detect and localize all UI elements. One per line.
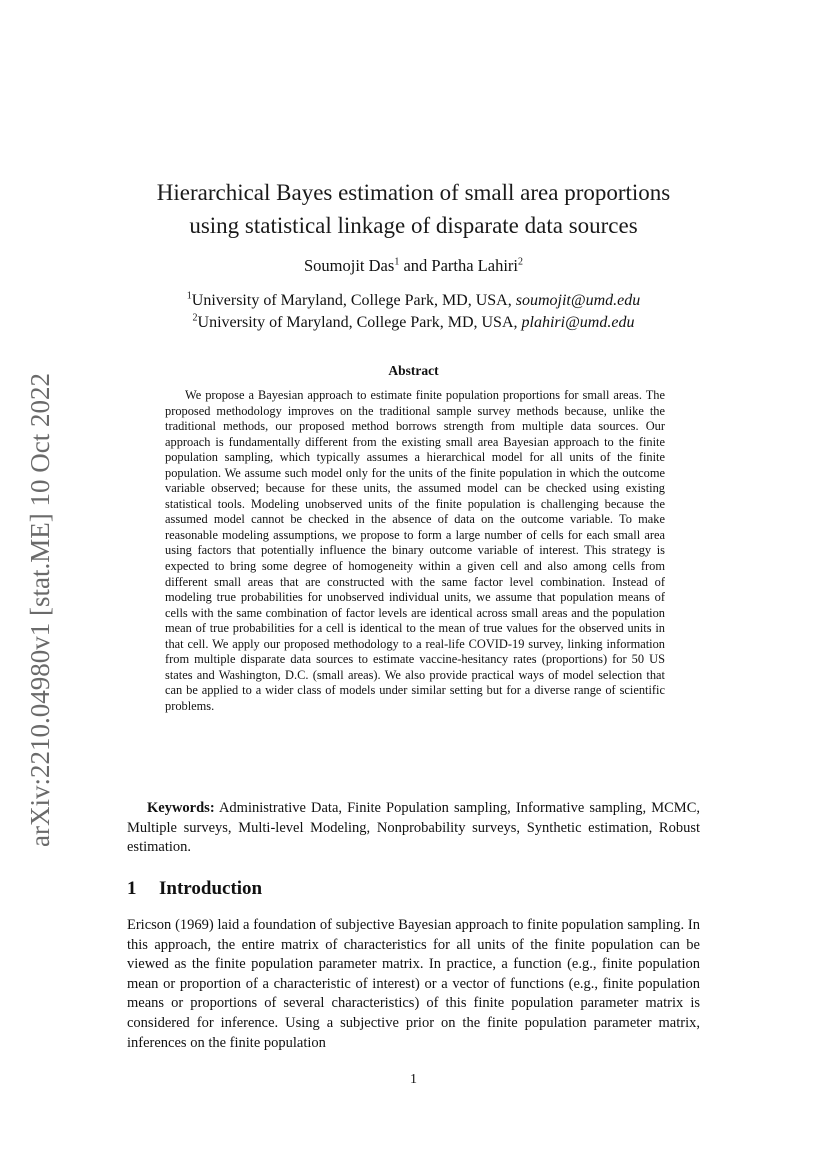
affiliation-mark: 1 [186, 290, 192, 302]
affiliation-mark: 1 [394, 256, 400, 268]
section-title: Introduction [159, 878, 263, 899]
author-list [100, 255, 727, 277]
page-number: 1 [410, 1072, 417, 1087]
affiliations [100, 290, 727, 334]
section-number: 1 [127, 878, 137, 899]
arxiv-identifier-stamp[interactable]: arXiv:2210.04980v1 [stat.ME] 10 Oct 2022 [25, 373, 55, 847]
affiliation-mark: 2 [192, 312, 198, 324]
introduction-paragraph: Ericson (1969) laid a foundation of subjective Bayesian approach to finite population sampling. In this approach, the entire matrix of characteristics for all units of the finite population can be viewed as the finite population parameter matrix. In practice, a function (e.g., finite population mean or proportion of a characteristic of interest) or a vector of functions (e.g., finite population means or proportions of several characteristics) of this finite population parameter matrix is considered for inference. Using a subjective prior on the finite population parameter matrix, inferences on the finite population [127, 917, 700, 1051]
keywords-list: Administrative Data, Finite Population sampling, Informative sampling, MCMC, Multiple surveys, Multi-level Modeling, Nonprobability surveys, Synthetic estimation, Robust estimation. [127, 800, 700, 855]
affiliation-line [100, 290, 727, 312]
affiliation-line [100, 312, 727, 334]
abstract-heading: Abstract [388, 363, 439, 378]
author-name: Partha Lahiri [431, 256, 518, 275]
paper-title [100, 176, 727, 242]
keywords-label: Keywords: [147, 800, 215, 816]
author-email[interactable]: plahiri@umd.edu [521, 314, 635, 331]
section-heading [127, 878, 262, 900]
abstract-text: We propose a Bayesian approach to estimate finite population proportions for small areas. The proposed methodology improves on the traditional sample survey methods because, unlike the traditional methods, our proposed method borrows strength from multiple data sources. Our approach is fundamentally different from the existing small area Bayesian approach to the finite population sampling, which typically assumes a hierarchical model for all units of the finite population. We assume such model only for the units of the finite population in which the outcome variable observed; because for these units, the assumed model can be checked using existing statistical tools. Modeling unobserved units of the finite population is challenging because the assumed model cannot be checked in the absence of data on the outcome variable. To make reasonable modeling assumptions, we propose to form a large number of cells for each small area using factors that potentially influence the binary outcome variable of interest. This strategy is expected to bring some degree of homogeneity within a given cell and also among cells from different small areas that are constructed with the same factor level combination. Instead of modeling true probabilities for unobserved individual units, we assume that population means of cells with the same combination of factor levels are identical across small areas and the population mean of true probabilities for a cell is identical to the mean of true values for the observed units in that cell. We apply our proposed methodology to a real-life COVID-19 survey, linking information from multiple disparate data sources to estimate vaccine-hesitancy rates (proportions) for 50 US states and Washington, D.C. (small areas). We also provide practical ways of model selection that can be applied to a wider class of models under similar setting but for a diverse range of scientific problems. [165, 388, 665, 713]
affiliation-institution: University of Maryland, College Park, MD, USA, [197, 314, 522, 331]
title-line-1: Hierarchical Bayes estimation of small area proportions [156, 180, 671, 205]
author-name: Soumojit Das [304, 256, 395, 275]
author-conjunction: and [399, 256, 432, 275]
keywords-paragraph [127, 799, 700, 858]
affiliation-mark: 2 [517, 256, 523, 268]
title-line-2: using statistical linkage of disparate data sources [189, 213, 638, 238]
author-email[interactable]: soumojit@umd.edu [515, 292, 641, 309]
affiliation-institution: University of Maryland, College Park, MD, USA, [191, 292, 516, 309]
